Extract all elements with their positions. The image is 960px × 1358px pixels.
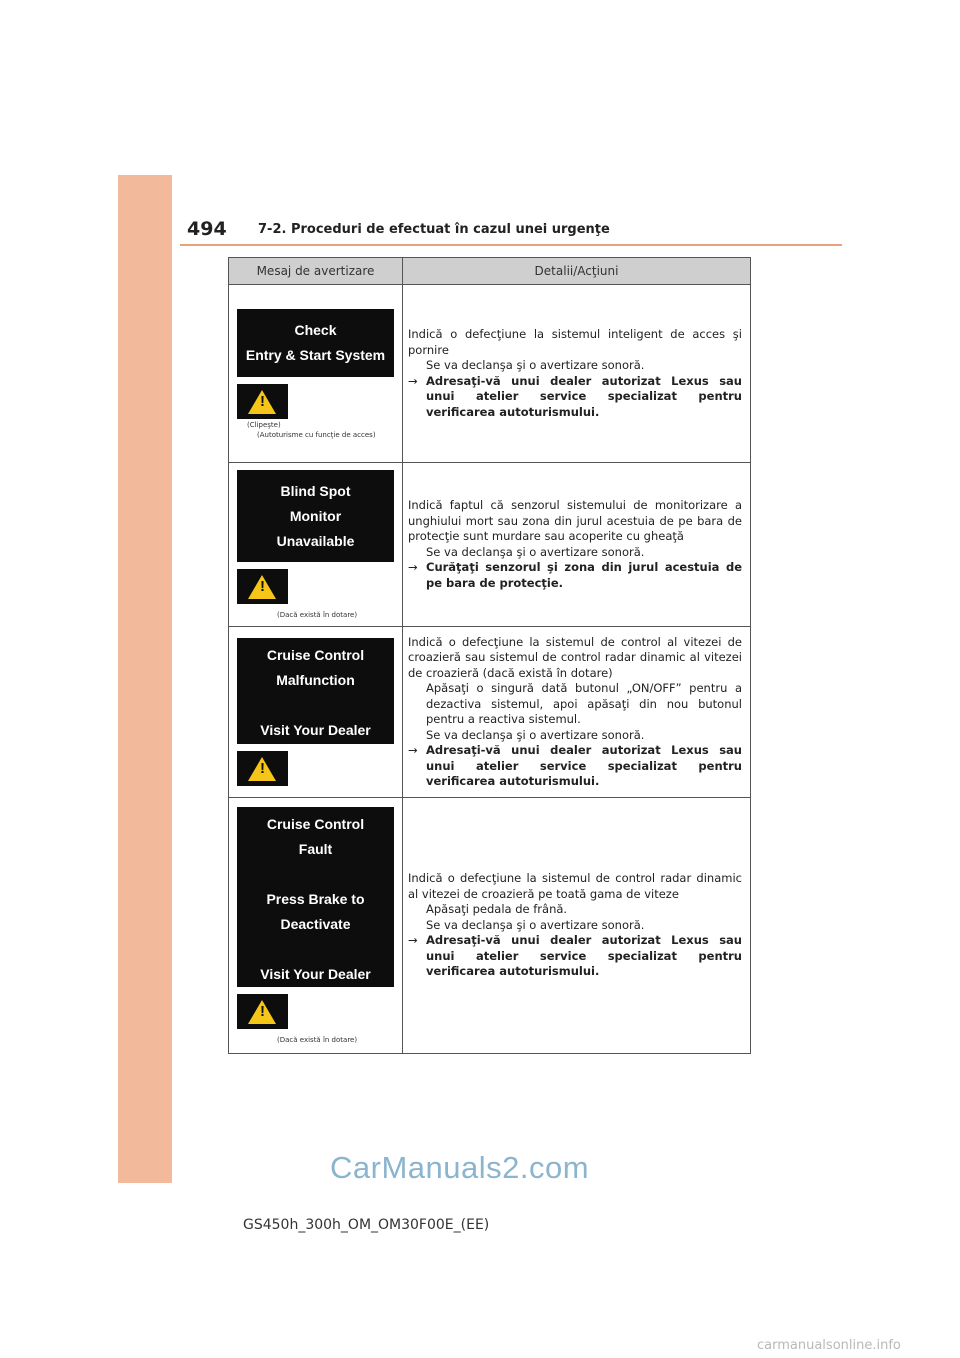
col-message-header: Mesaj de avertizare [229, 258, 403, 285]
sound-note: Se va declanşa şi o avertizare sonoră. [426, 358, 645, 372]
screen-line: Check [294, 321, 337, 338]
sound-note: Se va declanşa şi o avertizare sonoră. [426, 917, 645, 932]
side-tab-bar [118, 175, 172, 1183]
screen-line: Press Brake to [266, 891, 365, 907]
arrow-icon: → [408, 373, 418, 388]
screen-line: Visit Your Dealer [260, 722, 371, 738]
message-cell [229, 285, 403, 463]
description: Indică o defecţiune la sistemul inteligent de acces şi pornire [408, 327, 742, 357]
description: Indică faptul că senzorul sistemului de monitorizare a unghiului mort sau zona din jurul acestuia de pe bara de protecţie sunt murdare sau acoperite cu gheaţă [408, 498, 742, 543]
arrow-icon: → [408, 743, 418, 757]
message-cell [229, 463, 403, 627]
action [408, 560, 742, 591]
action [408, 374, 742, 421]
description: Indică o defecţiune la sistemul de control radar dinamic al vitezei de croazieră pe toată gama de viteze [408, 871, 742, 901]
blink-note: (Clipeşte) [247, 420, 281, 429]
action-text: Adresaţi-vă unui dealer autorizat Lexus sau unui atelier service specializat pentru verificarea autoturismului. [426, 933, 742, 979]
screen-line: Malfunction [276, 672, 355, 688]
table-row [229, 798, 751, 1054]
table-header-row [229, 258, 751, 285]
table-row [229, 285, 751, 463]
model-note: (Dacă există în dotare) [277, 611, 358, 619]
sound-note: Se va declanşa şi o avertizare sonoră. [426, 727, 645, 742]
screen-line: Visit Your Dealer [260, 966, 371, 982]
arrow-icon: → [408, 560, 418, 574]
display-screen [237, 309, 394, 377]
warning-icon: ! [237, 384, 288, 419]
description: Indică o defecţiune la sistemul de control al vitezei de croazieră sau sistemul de control radar dinamic al vitezei de croazieră (dacă există în dotare) [408, 634, 742, 680]
table-row [229, 463, 751, 627]
screen-line [237, 937, 394, 962]
details-cell [403, 463, 751, 627]
screen-line: Deactivate [280, 916, 351, 932]
watermark-carmanuals: CarManuals2.com [330, 1150, 590, 1185]
details-cell [403, 627, 751, 798]
header-rule [180, 244, 842, 246]
message-cell [229, 627, 403, 798]
sound-note: Se va declanşa şi o avertizare sonoră. [426, 544, 645, 559]
col-details-header: Detalii/Acţiuni [403, 258, 751, 285]
warning-icon: ! [237, 751, 288, 786]
screen-line: Cruise Control [266, 816, 365, 832]
display-screen [237, 470, 394, 562]
screen-line: Monitor [289, 508, 342, 524]
page-number: 494 [187, 218, 227, 240]
action [408, 743, 742, 790]
instruction: Apăsaţi pedala de frână. [426, 902, 568, 917]
action-text: Adresaţi-vă unui dealer autorizat Lexus sau unui atelier service specializat pentru verificarea autoturismului. [426, 373, 742, 419]
warning-table [228, 257, 751, 1054]
screen-line: Entry & Start System [245, 346, 386, 363]
model-note: (Dacă există în dotare) [277, 1036, 358, 1044]
warning-icon: ! [237, 569, 288, 604]
screen-line: Cruise Control [266, 647, 365, 663]
arrow-icon: → [408, 933, 418, 948]
instruction: Apăsaţi o singură dată butonul „ON/OFF” pentru a dezactiva sistemul, apoi apăsaţi din nou butonul pentru a reactiva sistemul. [426, 681, 742, 726]
action-text: Adresaţi-vă unui dealer autorizat Lexus sau unui atelier service specializat pentru verificarea autoturismului. [426, 743, 742, 788]
display-screen [237, 638, 394, 744]
action [408, 933, 742, 980]
message-cell [229, 798, 403, 1054]
details-cell [403, 285, 751, 463]
watermark-site: carmanualsonline.info [757, 1338, 901, 1353]
doc-code: GS450h_300h_OM_OM30F00E_(EE) [243, 1217, 490, 1233]
warning-icon: ! [237, 994, 288, 1029]
screen-line: Unavailable [276, 533, 355, 549]
action-text: Curăţaţi senzorul şi zona din jurul acestuia de pe bara de protecţie. [426, 560, 742, 590]
table-row [229, 627, 751, 798]
screen-line: Blind Spot [280, 483, 351, 499]
details-cell [403, 798, 751, 1054]
screen-line: Fault [298, 841, 333, 857]
display-screen [237, 807, 394, 987]
model-note: (Autoturisme cu funcţie de acces) [257, 430, 376, 439]
screen-line [237, 862, 394, 887]
screen-line [237, 693, 394, 718]
section-title: 7-2. Proceduri de efectuat în cazul unei urgenţe [258, 222, 610, 237]
